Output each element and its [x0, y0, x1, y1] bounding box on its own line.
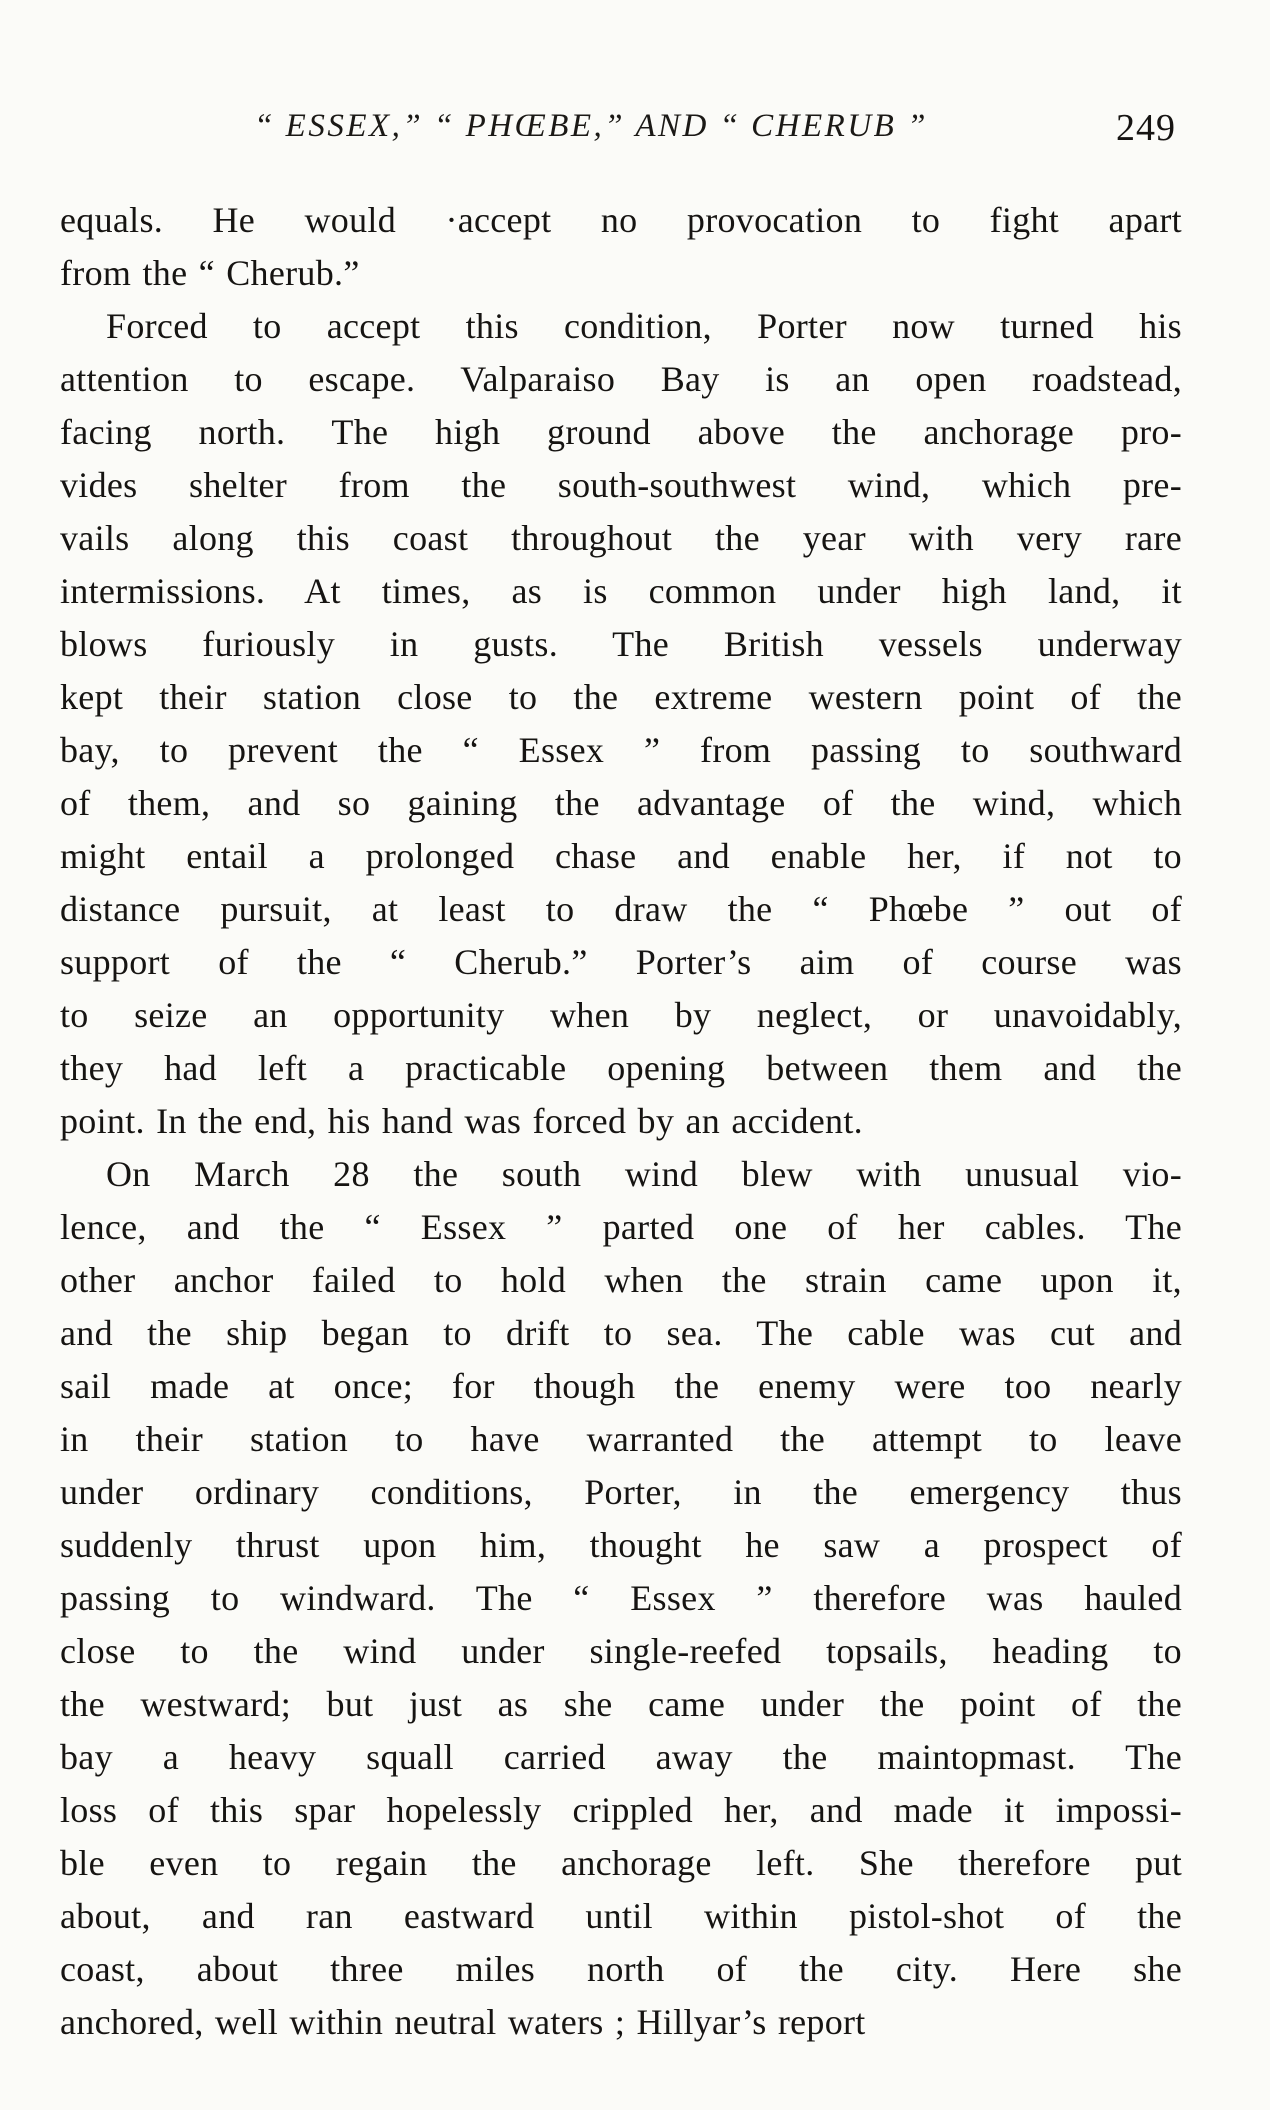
text-line: equals. He would ·accept no provocation to fight apart	[60, 200, 1182, 240]
text-line: attention to escape. Valparaiso Bay is an open roadstead,	[60, 359, 1182, 399]
text-line: to seize an opportunity when by neglect, or unavoidably,	[60, 995, 1182, 1035]
running-title: “ ESSEX,” “ PHŒBE,” AND “ CHERUB ”	[254, 108, 928, 144]
text-line: of them, and so gaining the advantage of the wind, which	[60, 783, 1182, 823]
text-line: coast, about three miles north of the city. Here she	[60, 1949, 1182, 1989]
text-line: sail made at once; for though the enemy were too nearly	[60, 1366, 1182, 1406]
text-line: and the ship began to drift to sea. The cable was cut and	[60, 1313, 1182, 1353]
paragraph	[60, 300, 1182, 1148]
text-line: bay, to prevent the “ Essex ” from passing to southward	[60, 730, 1182, 770]
text-line: passing to windward. The “ Essex ” therefore was hauled	[60, 1578, 1182, 1618]
paragraph	[60, 1148, 1182, 2049]
text-line: in their station to have warranted the attempt to leave	[60, 1419, 1182, 1459]
text-line: from the “ Cherub.”	[60, 253, 360, 293]
text-line: On March 28 the south wind blew with unusual vio-	[106, 1154, 1182, 1194]
text-line: about, and ran eastward until within pistol-shot of the	[60, 1896, 1182, 1936]
text-line: they had left a practicable opening between them and the	[60, 1048, 1182, 1088]
page-header	[60, 108, 1182, 156]
text-line: under ordinary conditions, Porter, in the emergency thus	[60, 1472, 1182, 1512]
text-line: ble even to regain the anchorage left. She therefore put	[60, 1843, 1182, 1883]
text-line: point. In the end, his hand was forced by an accident.	[60, 1101, 863, 1141]
text-line: loss of this spar hopelessly crippled her, and made it impossi-	[60, 1790, 1182, 1830]
text-line: support of the “ Cherub.” Porter’s aim of course was	[60, 942, 1182, 982]
text-line: intermissions. At times, as is common under high land, it	[60, 571, 1182, 611]
text-line: close to the wind under single-reefed topsails, heading to	[60, 1631, 1182, 1671]
text-line: facing north. The high ground above the anchorage pro-	[60, 412, 1182, 452]
text-line: Forced to accept this condition, Porter now turned his	[106, 306, 1182, 346]
text-line: vides shelter from the south-southwest wind, which pre-	[60, 465, 1182, 505]
text-line: vails along this coast throughout the year with very rare	[60, 518, 1182, 558]
text-line: kept their station close to the extreme western point of the	[60, 677, 1182, 717]
text-line: anchored, well within neutral waters ; Hillyar’s report	[60, 2002, 866, 2042]
text-line: bay a heavy squall carried away the maintopmast. The	[60, 1737, 1182, 1777]
text-line: suddenly thrust upon him, thought he saw a prospect of	[60, 1525, 1182, 1565]
page-number: 249	[1116, 107, 1176, 149]
text-line: other anchor failed to hold when the strain came upon it,	[60, 1260, 1182, 1300]
text-line: lence, and the “ Essex ” parted one of her cables. The	[60, 1207, 1182, 1247]
text-line: blows furiously in gusts. The British vessels underway	[60, 624, 1182, 664]
text-line: might entail a prolonged chase and enable her, if not to	[60, 836, 1182, 876]
text-line: distance pursuit, at least to draw the “ Phœbe ” out of	[60, 889, 1182, 929]
paragraph	[60, 194, 1182, 300]
text-line: the westward; but just as she came under the point of the	[60, 1684, 1182, 1724]
page-body	[60, 194, 1182, 2049]
